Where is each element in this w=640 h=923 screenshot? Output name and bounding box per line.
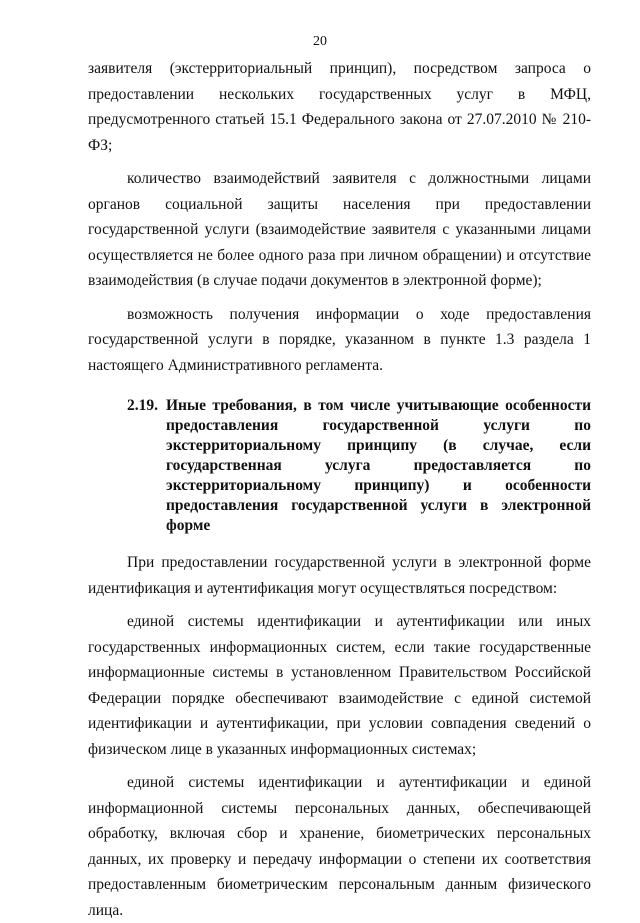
section-title: Иные требования, в том числе учитывающие особенности предоставления государственной услуги по экстерриториальному принципу (в случае, если государственная услуга предоставляется по экстерриториальному принципу) и особенности предоставления государственной услуги в электронной форме xyxy=(166,397,591,534)
document-body xyxy=(88,56,591,923)
paragraph-esia: единой системы идентификации и аутентификации или иных государственных информационных систем, если такие государственные информационные системы в установленном Правительством Российской Федерации порядке обеспечивают взаимодействие с единой системой идентификации и аутентификации, при условии совпадения сведений о физическом лице в указанных информационных системах; xyxy=(88,613,591,758)
section-heading xyxy=(88,396,591,536)
paragraph-identification-intro: При предоставлении государственной услуги в электронной форме идентификация и аутентификация могут осуществляться посредством: xyxy=(88,554,591,597)
paragraph-progress-info: возможность получения информации о ходе предоставления государственной услуги в порядке, указанном в пункте 1.3 раздела 1 настоящего Административного регламента. xyxy=(88,305,591,374)
paragraph-continuation: заявителя (экстерриториальный принцип), посредством запроса о предоставлении нескольких государственных услуг в МФЦ, предусмотренного статьей 15.1 Федерального закона от 27.07.2010 № 210-ФЗ; xyxy=(88,60,591,154)
section-number: 2.19. xyxy=(127,397,158,414)
page-number: 20 xyxy=(313,34,327,49)
paragraph-interactions-count: количество взаимодействий заявителя с должностными лицами органов социальной защиты населения при предоставлении государственной услуги (взаимодействие заявителя с указанными лицами осуществляется не более одного раза при личном обращении) и отсутствие взаимодействия (в случае подачи документов в электронной форме); xyxy=(88,170,591,289)
paragraph-biometrics: единой системы идентификации и аутентификации и единой информационной системы персональных данных, обеспечивающей обработку, включая сбор и хранение, биометрических персональных данных, их проверку и передачу информации о степени их соответствия предоставленным биометрическим персональным данным физического лица. xyxy=(88,774,591,919)
